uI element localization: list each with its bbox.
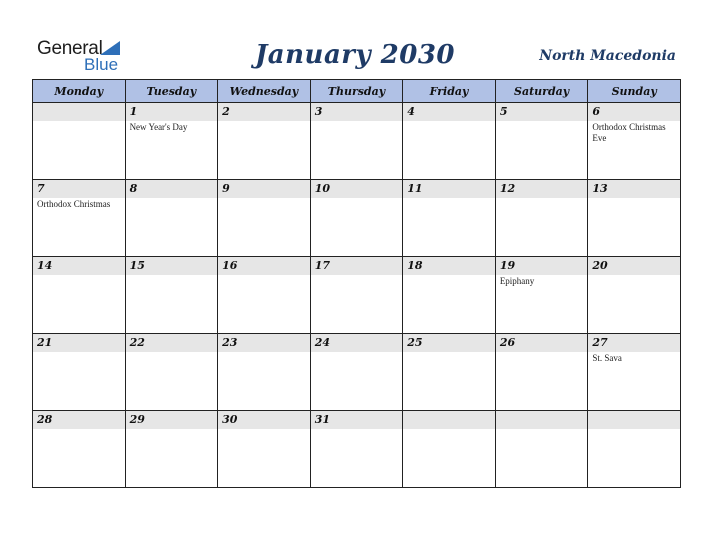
- holiday-label: [496, 352, 588, 353]
- day-cell[interactable]: [310, 411, 403, 488]
- day-number-strip: [588, 103, 680, 121]
- day-number: 16: [222, 259, 238, 272]
- day-cell[interactable]: [403, 257, 496, 334]
- holiday-label: [588, 429, 680, 430]
- day-number: 31: [314, 413, 330, 426]
- day-number: 12: [499, 182, 516, 195]
- holiday-label: [218, 275, 310, 276]
- day-number-strip: [588, 334, 680, 352]
- day-number-strip: [403, 180, 495, 198]
- day-cell[interactable]: [588, 334, 681, 411]
- day-number: 26: [499, 336, 516, 349]
- day-number: 6: [592, 105, 601, 118]
- day-number: 20: [592, 259, 608, 272]
- day-number-strip: [218, 411, 310, 429]
- holiday-label: Orthodox Christmas Eve: [592, 122, 666, 143]
- day-number: 27: [592, 336, 608, 349]
- day-number-strip: [126, 180, 218, 198]
- day-cell[interactable]: [495, 257, 588, 334]
- weekday-header: Wednesday: [218, 80, 311, 103]
- holiday-label: [496, 121, 588, 122]
- holiday-label: [403, 352, 495, 353]
- holiday-label: [126, 275, 218, 276]
- week-row: [33, 103, 681, 180]
- day-number-strip: [403, 411, 495, 429]
- day-cell[interactable]: [403, 103, 496, 180]
- day-number-strip: [218, 257, 310, 275]
- weekday-header: Thursday: [310, 80, 403, 103]
- logo-text-blue: Blue: [84, 55, 119, 74]
- day-number-strip: [33, 257, 125, 275]
- day-cell[interactable]: [403, 180, 496, 257]
- weekday-header: Monday: [33, 80, 126, 103]
- day-number-strip: [311, 180, 403, 198]
- country-label: North Macedonia: [539, 48, 676, 64]
- weekday-header: Saturday: [495, 80, 588, 103]
- holiday-label: New Year's Day: [129, 122, 188, 132]
- day-number-strip: [311, 103, 403, 121]
- holiday-label: [496, 429, 588, 430]
- day-cell[interactable]: [125, 180, 218, 257]
- holiday-label: [403, 275, 495, 276]
- day-cell[interactable]: [33, 257, 126, 334]
- holiday-label: [311, 429, 403, 430]
- holiday-label: [403, 198, 495, 199]
- logo-flag-icon: [100, 41, 120, 55]
- day-cell[interactable]: [495, 411, 588, 488]
- day-number: 11: [407, 182, 423, 195]
- day-cell[interactable]: [588, 411, 681, 488]
- day-number-strip: [218, 103, 310, 121]
- day-cell[interactable]: [310, 180, 403, 257]
- week-row: [33, 257, 681, 334]
- day-number-strip: [311, 334, 403, 352]
- day-cell[interactable]: [495, 334, 588, 411]
- day-cell[interactable]: [125, 257, 218, 334]
- logo-text-general: General: [37, 38, 103, 59]
- day-cell[interactable]: [33, 103, 126, 180]
- holiday-label: [126, 198, 218, 199]
- day-number: 24: [314, 336, 330, 349]
- day-cell[interactable]: [403, 411, 496, 488]
- day-cell[interactable]: [33, 411, 126, 488]
- weekday-header-row: [33, 80, 681, 103]
- day-number-strip: [126, 411, 218, 429]
- day-number-strip: [218, 180, 310, 198]
- day-cell[interactable]: [495, 103, 588, 180]
- holiday-label: [403, 121, 495, 122]
- holiday-label: [218, 121, 310, 122]
- week-row: [33, 180, 681, 257]
- day-number: 9: [222, 182, 230, 195]
- holiday-label: [311, 275, 403, 276]
- day-number-strip: [588, 411, 680, 429]
- day-cell[interactable]: [125, 103, 218, 180]
- day-number: 13: [592, 182, 608, 195]
- page-title: January 2030: [254, 40, 456, 70]
- day-number-strip: [496, 334, 588, 352]
- day-cell[interactable]: [588, 257, 681, 334]
- day-number-strip: [588, 180, 680, 198]
- day-number: 22: [129, 336, 145, 349]
- holiday-label: Orthodox Christmas: [37, 199, 111, 209]
- holiday-label: [33, 429, 125, 430]
- week-row: [33, 334, 681, 411]
- holiday-label: [588, 275, 680, 276]
- holiday-label: [218, 198, 310, 199]
- holiday-label: [33, 352, 125, 353]
- day-number: 8: [129, 182, 138, 195]
- holiday-label: [218, 429, 310, 430]
- day-cell[interactable]: [125, 411, 218, 488]
- day-number: 7: [37, 182, 45, 195]
- day-number-strip: [496, 180, 588, 198]
- day-cell[interactable]: [218, 257, 311, 334]
- day-number-strip: [403, 257, 495, 275]
- day-number: 15: [129, 259, 145, 272]
- holiday-label: [311, 198, 403, 199]
- day-cell[interactable]: [495, 180, 588, 257]
- day-cell[interactable]: [218, 103, 311, 180]
- holiday-label: [403, 429, 495, 430]
- holiday-label: [311, 121, 403, 122]
- day-cell[interactable]: [403, 334, 496, 411]
- day-cell[interactable]: [588, 180, 681, 257]
- day-cell[interactable]: [33, 334, 126, 411]
- day-number-strip: [126, 257, 218, 275]
- holiday-label: [126, 352, 218, 353]
- day-cell[interactable]: [218, 411, 311, 488]
- day-number: 23: [222, 336, 238, 349]
- day-number-strip: [403, 334, 495, 352]
- day-number: 18: [407, 259, 423, 272]
- day-number: 30: [222, 413, 238, 426]
- holiday-label: [33, 121, 125, 122]
- day-number-strip: [126, 103, 218, 121]
- day-number: 19: [499, 259, 516, 272]
- day-number: 25: [407, 336, 423, 349]
- holiday-label: St. Sava: [592, 353, 622, 363]
- calendar-grid: [32, 79, 681, 488]
- week-row: [33, 411, 681, 488]
- day-number-strip: [496, 411, 588, 429]
- day-number-strip: [33, 103, 125, 121]
- day-number-strip: [496, 103, 588, 121]
- holiday-label: [218, 352, 310, 353]
- day-number: 10: [314, 182, 330, 195]
- day-cell[interactable]: [588, 103, 681, 180]
- day-number-strip: [311, 257, 403, 275]
- day-number-strip: [33, 334, 125, 352]
- holiday-label: [588, 198, 680, 199]
- holiday-label: Epiphany: [499, 276, 535, 286]
- holiday-label: [496, 198, 588, 199]
- day-cell[interactable]: [310, 257, 403, 334]
- day-cell[interactable]: [310, 334, 403, 411]
- day-cell[interactable]: [218, 180, 311, 257]
- day-cell[interactable]: [310, 103, 403, 180]
- day-number-strip: [33, 411, 125, 429]
- day-number-strip: [311, 411, 403, 429]
- day-number-strip: [33, 180, 125, 198]
- weekday-header: Tuesday: [125, 80, 218, 103]
- day-number: 2: [222, 105, 230, 118]
- day-number-strip: [496, 257, 588, 275]
- day-number: 5: [499, 105, 508, 118]
- day-number-strip: [588, 257, 680, 275]
- day-number: 17: [314, 259, 330, 272]
- day-number: 1: [129, 105, 138, 118]
- day-number: 3: [314, 105, 323, 118]
- day-cell[interactable]: [218, 334, 311, 411]
- day-cell[interactable]: [33, 180, 126, 257]
- day-number-strip: [403, 103, 495, 121]
- day-number: 28: [37, 413, 53, 426]
- day-number: 29: [129, 413, 145, 426]
- holiday-label: [126, 429, 218, 430]
- weekday-header: Friday: [403, 80, 496, 103]
- day-number: 14: [37, 259, 53, 272]
- day-number: 21: [37, 336, 53, 349]
- day-number-strip: [218, 334, 310, 352]
- holiday-label: [311, 352, 403, 353]
- day-number-strip: [126, 334, 218, 352]
- day-number: 4: [407, 105, 415, 118]
- holiday-label: [33, 275, 125, 276]
- brand-logo: [37, 38, 127, 76]
- weekday-header: Sunday: [588, 80, 681, 103]
- day-cell[interactable]: [125, 334, 218, 411]
